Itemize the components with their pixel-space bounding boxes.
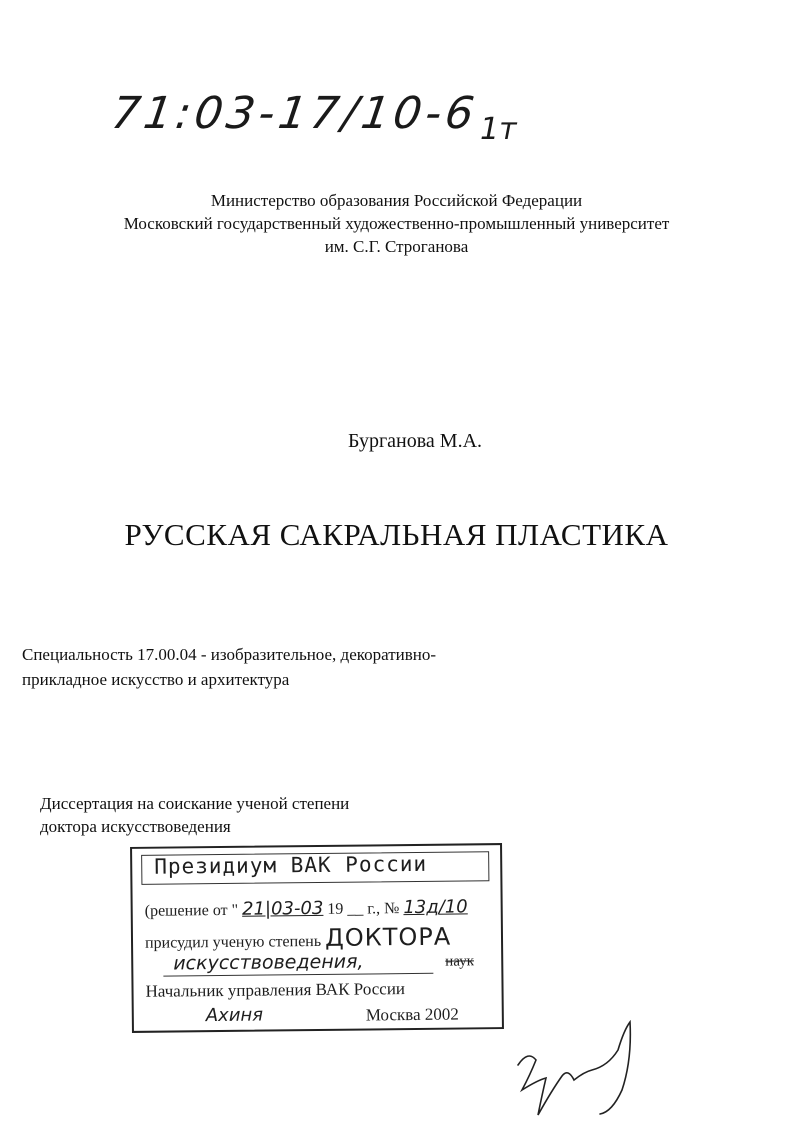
- stamp-head-of-department: Начальник управления ВАК России: [145, 979, 406, 1001]
- handwritten-catalog-code: 71:03-17/10-6: [108, 88, 481, 139]
- stamp-title: Президиум ВАК России: [154, 851, 428, 879]
- specialty-block: [22, 642, 793, 692]
- handwritten-suffix: 1т: [480, 112, 517, 147]
- dissertation-title: РУССКАЯ САКРАЛЬНАЯ ПЛАСТИКА: [124, 517, 669, 552]
- ministry-line: Министерство образования Российской Федерации: [210, 191, 583, 210]
- stamp-degree: ДОКТОРА: [324, 922, 452, 952]
- university-name-line: им. С.Г. Строганова: [324, 237, 469, 256]
- stamp-award-text: присудил ученую степень: [144, 932, 322, 952]
- stamp-nauk: наук: [445, 953, 475, 970]
- specialty-line-1: Специальность 17.00.04 - изобразительное, декоративно-: [22, 645, 437, 664]
- university-line: Московский государственный художественно-промышленный университет: [123, 214, 670, 233]
- vak-stamp: [130, 843, 504, 1033]
- stamp-decision-row: [145, 896, 468, 920]
- stamp-decision-year: 19 __ г., №: [327, 900, 400, 918]
- specialty-line-2: прикладное искусство и архитектура: [22, 670, 290, 689]
- stamp-decision-prefix: (решение от ": [144, 901, 239, 920]
- stamp-decision-date: 21|03-03: [241, 897, 324, 920]
- degree-line-1: Диссертация на соискание ученой степени: [40, 794, 350, 813]
- stamp-decision-number: 13д/10: [403, 896, 468, 919]
- stamp-city-year: Москва 2002: [365, 1004, 459, 1025]
- stamp-handwritten-signature: Ахиня: [205, 1004, 264, 1027]
- stamp-award-row: [145, 923, 451, 954]
- author-name: Бурганова М.А.: [347, 430, 483, 452]
- degree-line-2: доктора искусствоведения: [40, 817, 231, 836]
- author-signature-icon: [508, 1020, 648, 1120]
- degree-block: [40, 792, 793, 838]
- stamp-field: искусствоведения,: [173, 950, 364, 975]
